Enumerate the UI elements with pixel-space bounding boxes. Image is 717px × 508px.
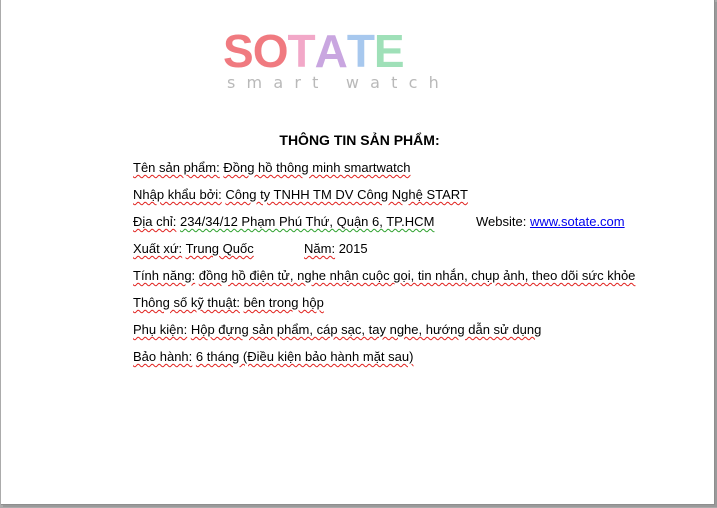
product-value: Đồng hồ thông minh smartwatch (223, 160, 411, 175)
importer-label: Nhập khẩu bởi: (133, 187, 222, 202)
importer-value: Công ty TNHH TM DV Công Nghệ START (225, 187, 468, 202)
year-label: Năm: (304, 241, 336, 256)
origin-value: Trung Quốc (185, 241, 254, 256)
sotate-logo (223, 25, 483, 94)
specs-label: Thông số kỹ thuật: (133, 295, 240, 310)
specs-value: bên trong hộp (243, 295, 324, 310)
origin-label: Xuất xứ: (133, 241, 183, 256)
features-value: đồng hồ điện tử, nghe nhận cuộc gọi, tin nhắn, chụp ảnh, theo dõi sức khỏe (198, 268, 636, 283)
warranty-label: Bảo hành: (133, 349, 193, 364)
logo-letter: A (314, 25, 347, 77)
website-label: Website: (476, 214, 527, 229)
year-line (304, 241, 368, 256)
line-specs (133, 295, 324, 310)
line-warranty (133, 349, 413, 364)
logo-letter: S (223, 25, 253, 77)
website-link[interactable]: www.sotate.com (529, 214, 625, 229)
accessories-value: Hộp đựng sản phẩm, cáp sạc, tay nghe, hướng dẫn sử dụng (190, 322, 542, 337)
line-accessories (133, 322, 541, 337)
features-label: Tính năng: (133, 268, 196, 283)
document-page (1, 0, 715, 505)
logo-tagline: smart watch (227, 73, 450, 92)
address-label: Địa chỉ: (133, 214, 177, 229)
line-origin (133, 241, 254, 256)
logo-wordmark (223, 25, 404, 77)
logo-letter: T (287, 25, 315, 77)
address-value: 234/34/12 Phạm Phú Thứ, Quận 6, TP.HCM (179, 214, 435, 229)
line-address (133, 214, 434, 229)
logo-letter: O (252, 25, 288, 77)
website-line (476, 214, 625, 229)
accessories-label: Phụ kiện: (133, 322, 188, 337)
product-label: Tên sản phẩm: (133, 160, 220, 175)
logo-letter: T (346, 25, 374, 77)
document-heading: THÔNG TIN SẢN PHẨM: (279, 132, 440, 148)
logo-letter: E (373, 25, 404, 77)
line-product (133, 160, 411, 175)
line-importer (133, 187, 468, 202)
year-value: 2015 (338, 241, 368, 256)
line-features (133, 268, 635, 283)
warranty-value: 6 tháng (Điều kiện bảo hành mặt sau) (195, 349, 414, 364)
